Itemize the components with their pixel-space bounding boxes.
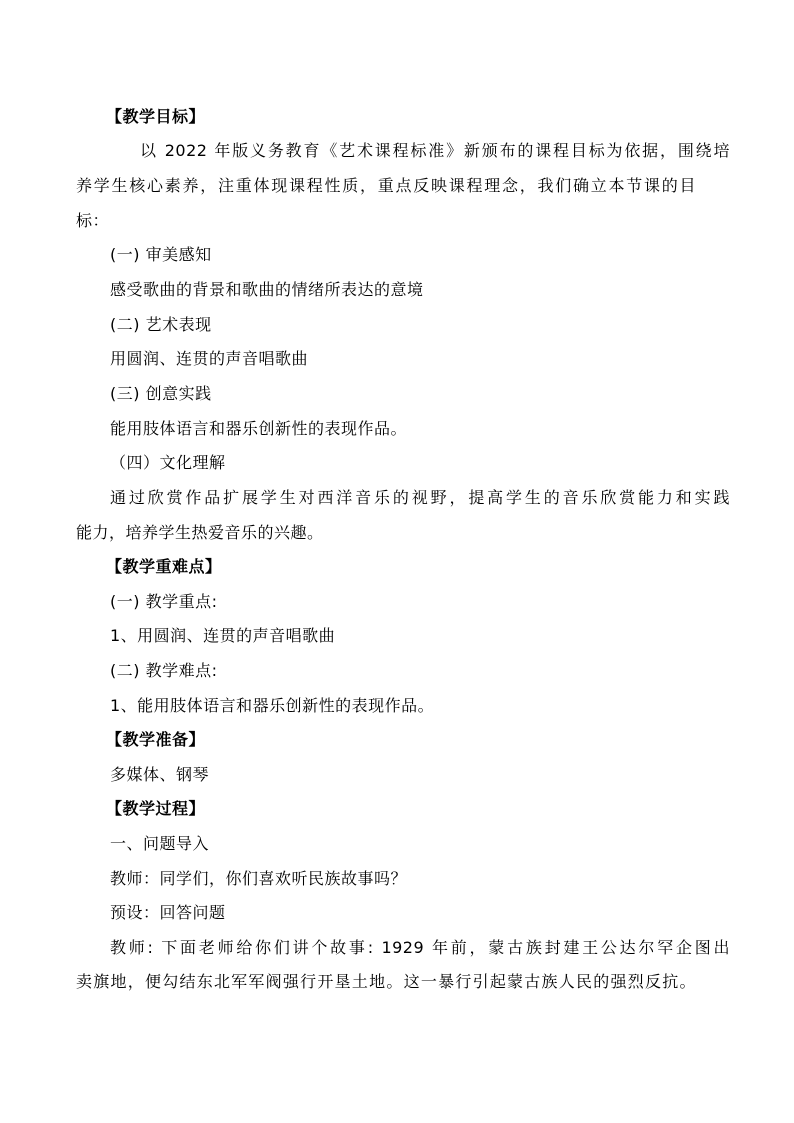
key-point-item: 1、用圆润、连贯的声音唱歌曲	[110, 626, 336, 645]
heading-teaching-preparation: 【教学准备】	[106, 730, 206, 749]
difficult-point-item: 1、能用肢体语言和器乐创新性的表现作品。	[110, 696, 435, 715]
goal-4-title: （四）文化理解	[110, 453, 226, 472]
teacher-line-1: 教师：同学们，你们喜欢听民族故事吗？	[110, 869, 408, 888]
goal-3-title: (三) 创意实践	[110, 384, 212, 403]
key-point-title: (一) 教学重点:	[110, 592, 218, 611]
heading-teaching-process: 【教学过程】	[106, 799, 206, 818]
intro-paragraph-line-3: 标：	[76, 211, 110, 230]
goal-2-text: 用圆润、连贯的声音唱歌曲	[110, 349, 309, 368]
teacher-line-2-part-1: 教师: 下面老师给你们讲个故事: 1929 年前，蒙古族封建王公达尔罕企图出	[110, 938, 730, 957]
heading-key-difficult-points: 【教学重难点】	[106, 557, 222, 576]
process-step-1: 一、问题导入	[110, 834, 210, 853]
heading-teaching-goals: 【教学目标】	[106, 107, 206, 126]
intro-paragraph-line-1: 以 2022 年版义务教育《艺术课程标准》新颁布的课程目标为依据，围绕培	[140, 141, 730, 160]
goal-1-text: 感受歌曲的背景和歌曲的情绪所表达的意境	[110, 280, 424, 299]
preset-line-1: 预设：回答问题	[110, 903, 226, 922]
intro-paragraph-line-2: 养学生核心素养，注重体现课程性质，重点反映课程理念，我们确立本节课的目	[76, 176, 696, 195]
goal-4-text-line-1: 通过欣赏作品扩展学生对西洋音乐的视野，提高学生的音乐欣赏能力和实践	[110, 488, 730, 507]
goal-1-title: (一) 审美感知	[110, 245, 212, 264]
preparation-text: 多媒体、钢琴	[110, 765, 210, 784]
goal-3-text: 能用肢体语言和器乐创新性的表现作品。	[110, 419, 408, 438]
goal-4-text-line-2: 能力，培养学生热爱音乐的兴趣。	[76, 523, 324, 542]
goal-2-title: (二) 艺术表现	[110, 315, 212, 334]
teacher-line-2-part-2: 卖旗地，便勾结东北军军阀强行开垦土地。这一暴行引起蒙古族人民的强烈反抗。	[76, 972, 696, 991]
difficult-point-title: (二) 教学难点:	[110, 661, 218, 680]
